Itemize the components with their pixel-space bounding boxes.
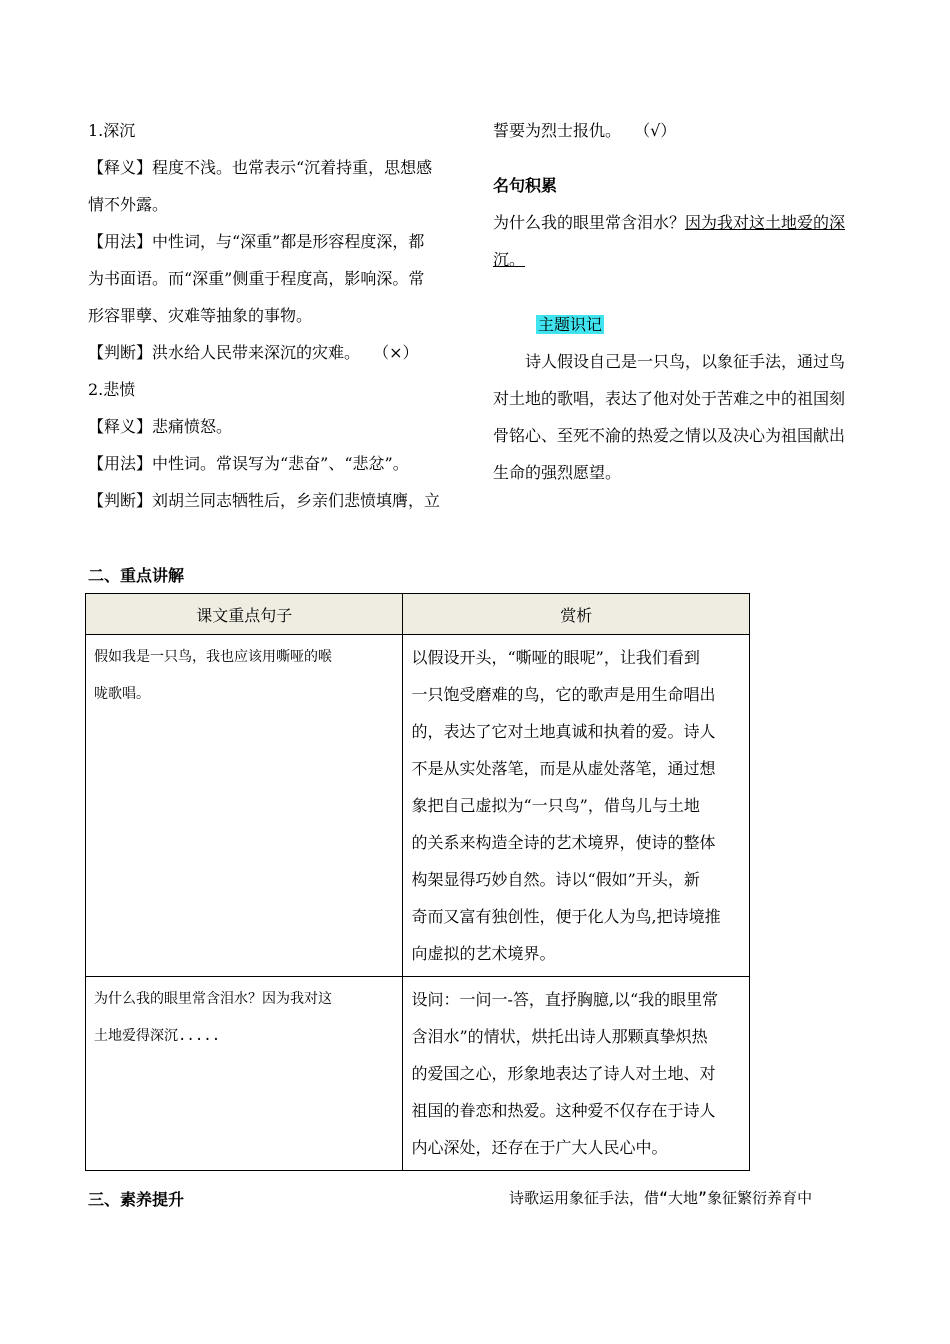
theme-title-line: [493, 306, 865, 343]
definition-line: 情不外露。: [88, 195, 169, 214]
analysis-line: 不是从实处落笔，而是从虚处落笔，通过想: [411, 759, 716, 778]
usage-line: 为书面语。而“深重”侧重于程度高，影响深。常: [88, 269, 425, 288]
analysis-line: 以假设开头，“嘶哑的眼呢”，让我们看到: [411, 648, 700, 667]
theme-text-line: 生命的强烈愿望。: [493, 463, 622, 482]
header-sentence: 课文重点句子: [86, 594, 403, 635]
famous-sentences-title: 名句积累: [493, 176, 558, 195]
right-column: [493, 112, 865, 491]
sentence-line: 土地爱得深沉.....: [94, 1028, 221, 1044]
analysis-line: 一只饱受磨难的鸟，它的歌声是用生命唱出: [411, 685, 716, 704]
usage-line: 形容罪孽、灾难等抽象的事物。: [88, 306, 313, 325]
analysis-line: 的爱国之心，形象地表达了诗人对土地、对: [411, 1064, 716, 1083]
word-title-2: 2.悲愤: [88, 380, 136, 399]
analysis-cell: [403, 635, 750, 977]
key-sentences-table: [85, 593, 750, 1171]
left-column: [88, 112, 460, 519]
sentence-line: 为什么我的眼里常含泪水？因为我对这: [94, 991, 332, 1007]
judgement-line: 【判断】洪水给人民带来深沉的灾难。 （×）: [88, 343, 419, 362]
analysis-line: 的关系来构造全诗的艺术境界，使诗的整体: [411, 833, 716, 852]
definition-line: 【释义】悲痛愤怒。: [88, 417, 233, 436]
theme-text-line: 骨铭心、至死不渝的热爱之情以及决心为祖国献出: [493, 426, 846, 445]
analysis-line: 设问：一问一-答，直抒胸臆,以“我的眼里常: [411, 990, 719, 1009]
sentence-cell: [86, 635, 403, 977]
definition-line: 【释义】程度不浅。也常表示“沉着持重，思想感: [88, 158, 433, 177]
famous-sentence-line: [493, 204, 865, 241]
analysis-line: 内心深处，还存在于广大人民心中。: [411, 1138, 668, 1157]
theme-text-line: 诗人假设自己是一只鸟，以象征手法，通过鸟: [525, 352, 846, 371]
judgement-line: 【判断】刘胡兰同志牺牲后，乡亲们悲愤填膺，立: [88, 491, 441, 510]
famous-answer-underlined: 因为我对这土地爱的深: [685, 213, 846, 232]
analysis-line: 象把自己虚拟为“一只鸟”，借鸟儿与土地: [411, 796, 700, 815]
usage-line: 【用法】中性词，与“深重”都是形容程度深，都: [88, 232, 425, 251]
header-analysis: 赏析: [403, 594, 750, 635]
usage-line: 【用法】中性词。常误写为“悲奋”、“悲忿”。: [88, 454, 409, 473]
analysis-line: 的，表达了它对土地真诚和执着的爱。诗人: [411, 722, 716, 741]
analysis-line: 祖国的眷恋和热爱。这种爱不仅存在于诗人: [411, 1101, 716, 1120]
theme-title: 主题识记: [538, 315, 603, 334]
sentence-line: 假如我是一只鸟，我也应该用嘶哑的喉: [94, 649, 332, 665]
table-header-row: [86, 594, 750, 635]
analysis-line: 奇而又富有独创性，便于化人为鸟,把诗境推: [411, 907, 721, 926]
judgement-continuation: 誓要为烈士报仇。 （√）: [493, 121, 677, 140]
table-row: [86, 977, 750, 1171]
analysis-line: 向虚拟的艺术境界。: [411, 944, 556, 963]
theme-text-line: 对土地的歌唱，表达了他对处于苦难之中的祖国刻: [493, 389, 846, 408]
analysis-cell: [403, 977, 750, 1171]
famous-question: 为什么我的眼里常含泪水？: [493, 213, 686, 232]
section-2-title: 二、重点讲解: [88, 566, 185, 585]
word-title-1: 1.深沉: [88, 121, 136, 140]
sentence-line: 咙歌唱。: [94, 686, 150, 702]
section-3-text: 诗歌运用象征手法，借“大地”象征繁衍养育中: [509, 1189, 813, 1207]
analysis-line: 含泪水”的情状，烘托出诗人那颗真挚炽热: [411, 1027, 708, 1046]
analysis-line: 构架显得巧妙自然。诗以“假如”开头，新: [411, 870, 700, 889]
section-3-title: 三、素养提升: [88, 1190, 185, 1209]
famous-answer-underlined: 沉。: [493, 250, 526, 269]
famous-sentence-line: [493, 241, 865, 278]
sentence-cell: [86, 977, 403, 1171]
table-row: [86, 635, 750, 977]
